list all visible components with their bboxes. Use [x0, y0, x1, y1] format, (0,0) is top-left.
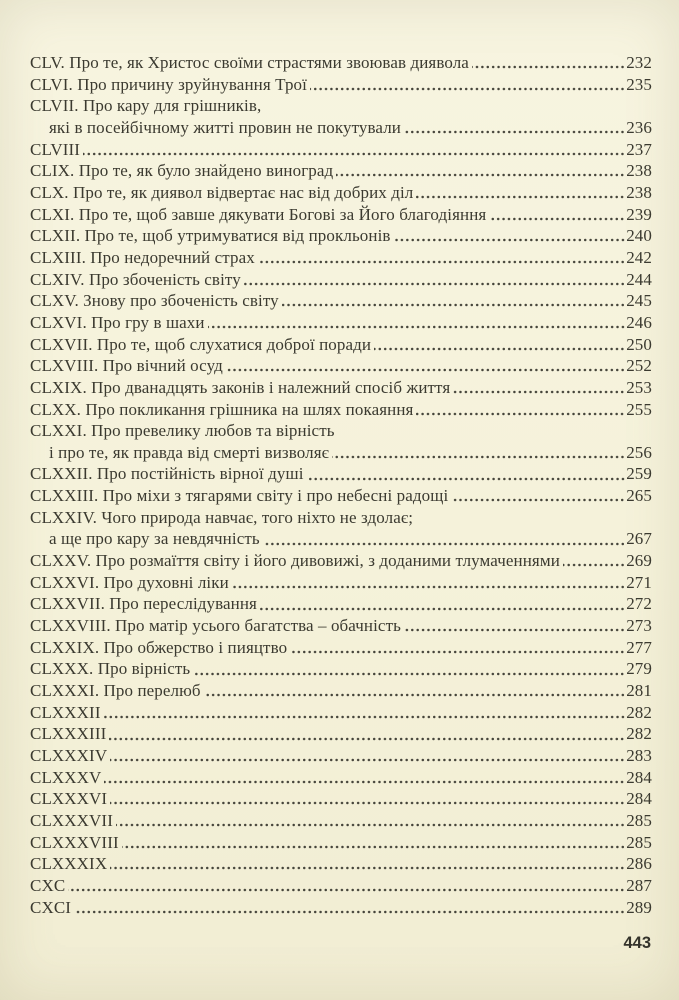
toc-entry-page: 242	[626, 247, 652, 267]
toc-entry-page: 273	[626, 616, 652, 636]
toc-entry-title: CLXXXVI	[30, 789, 108, 809]
toc-entry	[30, 420, 652, 442]
dot-leader	[307, 476, 626, 482]
toc-entry-page: 250	[626, 334, 652, 354]
toc-entry	[30, 723, 652, 745]
toc-entry	[30, 334, 652, 356]
toc-entry-title: CLV. Про те, як Христос своїми страстями звоював диявола	[30, 53, 469, 72]
toc-entry-page: 271	[626, 572, 652, 592]
toc-entry-title: які в посейбічному житті провин не покутували	[49, 117, 401, 137]
toc-entry-title: CLXXIII. Про міхи з тягарями світу і про небесні радощі	[30, 486, 449, 506]
toc-entry	[30, 52, 652, 74]
toc-entry-page: 283	[626, 746, 652, 765]
toc-entry-page: 252	[626, 356, 652, 376]
toc-entry-page: 289	[626, 897, 652, 917]
toc-entry-page: 277	[626, 637, 652, 657]
toc-entry-page: 255	[626, 399, 652, 419]
dot-leader	[453, 389, 625, 395]
toc-entry-title: CLXXVII. Про переслідування	[30, 594, 257, 614]
dot-leader	[110, 800, 625, 806]
toc-entry	[30, 225, 652, 247]
dot-leader	[416, 411, 625, 417]
toc-entry-title: CLXXXVII	[30, 810, 113, 830]
toc-entry-title: CLXXXVIII	[30, 832, 119, 852]
dot-leader	[116, 822, 625, 828]
toc-entry-page: 236	[626, 117, 652, 137]
toc-entry-title: CLXI. Про те, щоб завше дякувати Богові за Його благодіяння	[30, 204, 487, 224]
dot-leader	[332, 454, 625, 460]
toc-entry-title: CLXXIX. Про обжерство і пияцтво	[30, 637, 288, 657]
dot-leader	[204, 692, 626, 698]
toc-entry	[30, 875, 652, 897]
dot-leader	[336, 172, 625, 178]
toc-entry-page: 282	[626, 724, 652, 744]
toc-entry-title: CLXXXII	[30, 702, 101, 722]
toc-entry-title: CLIX. Про те, як було знайдено виноград	[30, 161, 334, 181]
toc-entry-page: 287	[626, 875, 652, 895]
dot-leader	[104, 779, 625, 785]
toc-entry-title: CLXXV. Про розмаїття світу і його дивовижі, з доданими тлумаченнями	[30, 551, 560, 571]
toc-entry-title: CLXIX. Про дванадцять законів і належний спосіб життя	[30, 377, 451, 397]
toc-list	[30, 52, 652, 918]
toc-entry-title: а ще про кару за невдячність	[49, 529, 260, 549]
toc-entry	[30, 377, 652, 399]
toc-entry	[30, 745, 652, 767]
dot-leader	[374, 346, 625, 352]
toc-entry	[30, 507, 652, 529]
page-number: 443	[623, 934, 651, 952]
toc-entry-page: 245	[626, 291, 652, 311]
toc-entry	[30, 160, 652, 182]
dot-leader	[260, 606, 625, 612]
toc-entry-title: CLXII. Про те, щоб утримуватися від прокльонів	[30, 226, 391, 246]
toc-entry	[30, 572, 652, 594]
dot-leader	[104, 714, 626, 720]
toc-entry-page: 253	[626, 377, 652, 397]
dot-leader	[282, 302, 625, 308]
toc-entry-page: 284	[626, 789, 652, 809]
toc-entry-title: CLXX. Про покликання грішника на шлях покаяння	[30, 399, 414, 419]
toc-entry-title: CLXXXIX	[30, 854, 108, 874]
toc-entry	[30, 95, 652, 117]
toc-entry-page: 269	[626, 551, 652, 571]
toc-entry	[30, 399, 652, 421]
dot-leader	[258, 259, 625, 265]
dot-leader	[193, 671, 625, 677]
toc-entry-page: 279	[626, 659, 652, 679]
toc-entry	[30, 312, 652, 334]
dot-leader	[310, 86, 625, 92]
toc-entry-page: 235	[626, 74, 652, 94]
toc-entry-title: і про те, як правда від смерті визволяє	[49, 442, 330, 462]
toc-entry-title: CLXIII. Про недоречний страх	[30, 247, 255, 267]
toc-entry-title: CLXXXIV	[30, 746, 108, 765]
toc-entry-page: 281	[626, 681, 652, 701]
toc-entry-page: 256	[626, 442, 652, 462]
toc-entry	[30, 658, 652, 680]
toc-entry-page: 246	[626, 312, 652, 332]
toc-entry-page: 244	[626, 269, 652, 289]
toc-entry-page: 267	[626, 529, 652, 549]
toc-entry	[30, 550, 652, 572]
dot-leader	[290, 649, 625, 655]
toc-entry	[30, 442, 652, 464]
dot-leader	[109, 736, 625, 742]
toc-entry-page: 282	[626, 702, 652, 722]
toc-entry	[30, 74, 652, 96]
toc-entry	[30, 204, 652, 226]
toc-entry-title: CLXIV. Про збоченість світу	[30, 269, 241, 289]
toc-entry-title: CLVI. Про причину зруйнування Трої	[30, 74, 307, 94]
toc-entry	[30, 117, 652, 139]
toc-entry	[30, 290, 652, 312]
dot-leader	[404, 129, 625, 135]
toc-entry-title: CLXV. Знову про збоченість світу	[30, 291, 279, 311]
toc-entry-title: CLXXVI. Про духовні ліки	[30, 572, 229, 592]
toc-entry-page: 239	[626, 204, 652, 224]
toc-entry-page: 285	[626, 832, 652, 852]
toc-entry-title: CLVII. Про кару для грішників,	[30, 96, 262, 116]
dot-leader	[110, 757, 625, 763]
toc-entry-title: CLXXIV. Чого природа навчає, того ніхто не здолає;	[30, 507, 414, 527]
toc-entry	[30, 767, 652, 789]
toc-entry-page: 272	[626, 594, 652, 614]
dot-leader	[451, 497, 625, 503]
toc-entry	[30, 853, 652, 875]
dot-leader	[489, 216, 625, 222]
dot-leader	[68, 887, 625, 893]
toc-entry-title: CLX. Про те, як диявол відвертає нас від добрих діл	[30, 182, 414, 202]
toc-entry	[30, 485, 652, 507]
dot-leader	[226, 367, 625, 373]
toc-entry	[30, 355, 652, 377]
toc-entry	[30, 247, 652, 269]
toc-entry	[30, 139, 652, 161]
toc-entry-title: CLXVII. Про те, щоб слухатися доброї поради	[30, 334, 372, 354]
dot-leader	[416, 194, 625, 200]
toc-entry-title: CLVIII	[30, 139, 81, 159]
dot-leader	[394, 237, 626, 243]
toc-entry-page: 238	[626, 182, 652, 202]
toc-entry	[30, 182, 652, 204]
toc-entry-page: 265	[626, 486, 652, 506]
toc-entry	[30, 528, 652, 550]
toc-entry-page: 237	[626, 139, 652, 159]
toc-entry	[30, 810, 652, 832]
toc-entry	[30, 680, 652, 702]
toc-entry	[30, 269, 652, 291]
toc-entry	[30, 788, 652, 810]
toc-entry-page: 238	[626, 161, 652, 181]
toc-entry	[30, 897, 652, 919]
toc-entry-page: 259	[626, 464, 652, 484]
toc-entry-page: 285	[626, 810, 652, 830]
toc-entry-title: CLXXX. Про вірність	[30, 659, 191, 679]
toc-entry	[30, 463, 652, 485]
dot-leader	[122, 844, 625, 850]
dot-leader	[263, 541, 625, 547]
dot-leader	[110, 865, 625, 871]
toc-entry-title: CLXXXV	[30, 767, 102, 787]
toc-entry-page: 240	[626, 226, 652, 246]
toc-entry-title: CLXXI. Про превелику любов та вірність	[30, 421, 335, 441]
toc-entry	[30, 593, 652, 615]
dot-leader	[404, 627, 625, 633]
toc-entry-title: CLXVIII. Про вічний осуд	[30, 356, 223, 376]
toc-entry-title: CLXXXIII	[30, 724, 107, 744]
dot-leader	[563, 562, 625, 568]
toc-entry-title: CLXVI. Про гру в шахи	[30, 312, 205, 332]
toc-entry-title: CXCI	[30, 897, 72, 917]
dot-leader	[232, 584, 625, 590]
toc-entry-page: 286	[626, 854, 652, 874]
toc-entry	[30, 637, 652, 659]
toc-entry-page: 284	[626, 767, 652, 787]
dot-leader	[208, 324, 626, 330]
toc-entry-title: CLXXVIII. Про матір усього багатства – обачність	[30, 616, 401, 636]
dot-leader	[472, 64, 625, 70]
toc-entry	[30, 702, 652, 724]
toc-entry-page: 232	[626, 53, 652, 72]
dot-leader	[244, 281, 625, 287]
toc-entry-title: CLXXII. Про постійність вірної душі	[30, 464, 304, 484]
dot-leader	[83, 151, 625, 157]
toc-entry	[30, 832, 652, 854]
toc-entry	[30, 615, 652, 637]
toc-entry-title: CXC	[30, 875, 66, 895]
toc-entry-title: CLXXXI. Про перелюб	[30, 681, 201, 701]
dot-leader	[74, 909, 625, 915]
